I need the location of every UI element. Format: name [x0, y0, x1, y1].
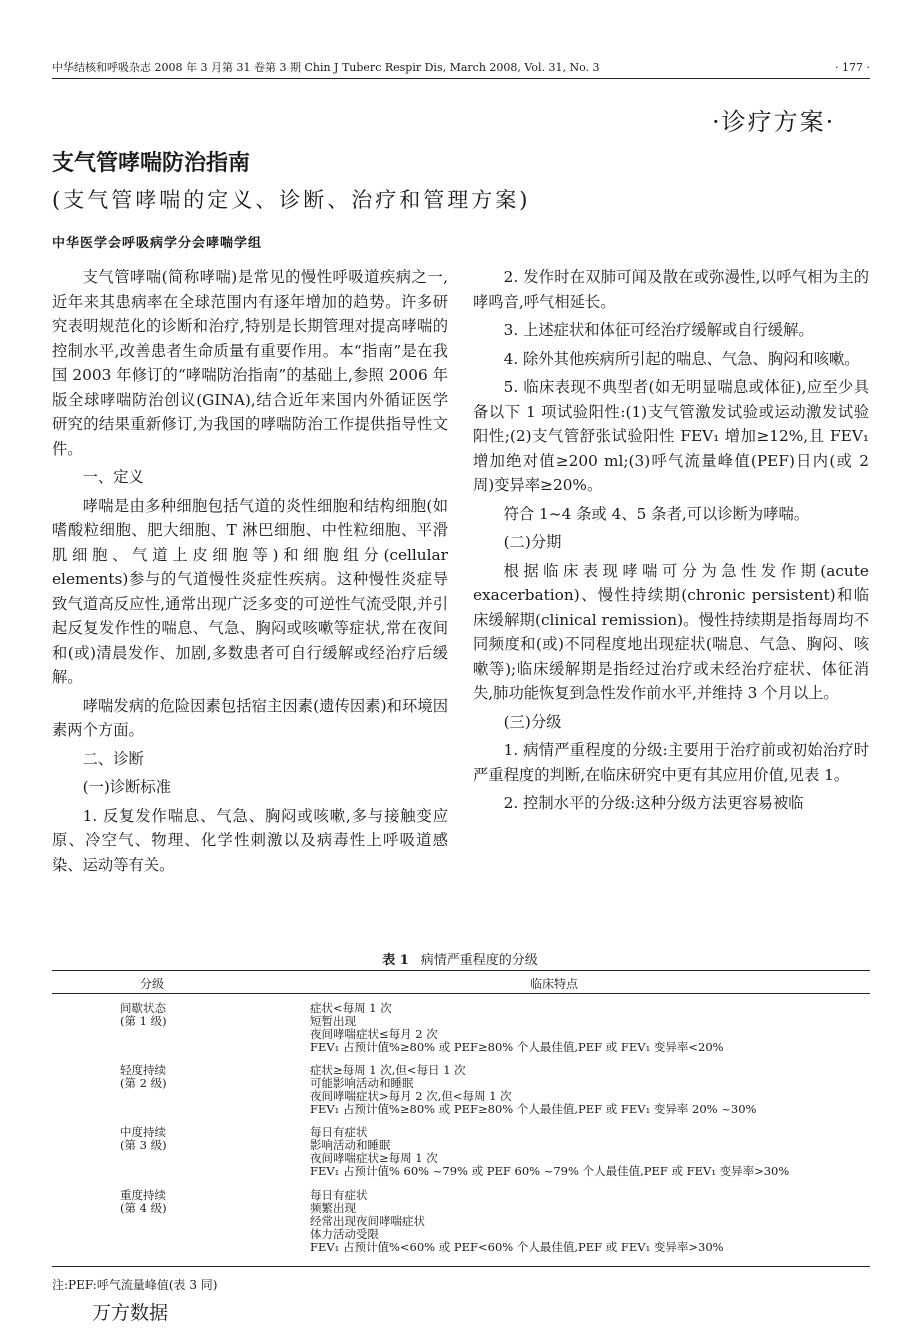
grade-name: 轻度持续 [120, 1063, 166, 1077]
feature-line: 体力活动受限 [310, 1227, 379, 1241]
left-column [52, 265, 448, 881]
paragraph: 3. 上述症状和体征可经治疗缓解或自行缓解。 [503, 321, 814, 339]
feature-line: 经常出现夜间哮喘症状 [310, 1214, 425, 1228]
article-authors: 中华医学会呼吸病学分会哮喘学组 [52, 236, 263, 251]
feature-line: 夜间哮喘症状>每月 2 次,但<每周 1 次 [310, 1089, 512, 1103]
feature-line: FEV₁ 占预计值%<60% 或 PEF<60% 个人最佳值,PEF 或 FEV₁ 变异率>30% [310, 1240, 724, 1254]
grade-name: 重度持续 [120, 1188, 166, 1202]
subsection-heading: (二)分期 [503, 533, 562, 551]
table-title: 病情严重程度的分级 [420, 953, 538, 968]
features-cell [310, 1189, 724, 1254]
feature-line: 夜间哮喘症状≤每月 2 次 [310, 1027, 438, 1041]
feature-line: FEV₁ 占预计值%≥80% 或 PEF≥80% 个人最佳值,PEF 或 FEV₁ 变异率 20% ~30% [310, 1102, 757, 1116]
feature-line: 每日有症状 [310, 1188, 368, 1202]
feature-line: 影响活动和睡眠 [310, 1138, 391, 1152]
feature-line: 频繁出现 [310, 1201, 356, 1215]
paragraph: 5. 临床表现不典型者(如无明显喘息或体征),应至少具备以下 1 项试验阳性:(1)支气管激发试验或运动激发试验阳性;(2)支气管舒张试验阳性 FEV₁ 增加≥12%,且 FEV₁ 增加绝对值≥200 ml;(3)呼气流量峰值(PEF)日内(或 2 周)变异率≥20%。 [473, 378, 869, 494]
features-cell [310, 1002, 724, 1054]
table-header-rule [52, 993, 870, 994]
paragraph: 1. 病情严重程度的分级:主要用于治疗前或初始治疗时严重程度的判断,在临床研究中更有其应用价值,见表 1。 [473, 741, 869, 784]
subsection-heading: (一)诊断标准 [82, 778, 172, 796]
section-label: ·诊疗方案· [712, 108, 836, 136]
table-bottom-rule [52, 1266, 870, 1267]
grade-level: (第 4 级) [120, 1201, 167, 1215]
paragraph: 符合 1~4 条或 4、5 条者,可以诊断为哮喘。 [503, 504, 810, 523]
grade-level: (第 3 级) [120, 1138, 167, 1152]
paragraph: 2. 发作时在双肺可闻及散在或弥漫性,以呼气相为主的哮鸣音,呼气相延长。 [473, 268, 869, 311]
feature-line: 症状≥每周 1 次,但<每日 1 次 [310, 1063, 466, 1077]
right-column [473, 265, 869, 820]
feature-line: FEV₁ 占预计值%≥80% 或 PEF≥80% 个人最佳值,PEF 或 FEV₁ 变异率<20% [310, 1040, 724, 1054]
feature-line: 症状<每周 1 次 [310, 1001, 392, 1015]
paragraph: 4. 除外其他疾病所引起的喘息、气急、胸闷和咳嗽。 [503, 349, 860, 368]
features-cell [310, 1126, 789, 1178]
paragraph: 根据临床表现哮喘可分为急性发作期(acute exacerbation)、慢性持续期(chronic persistent)和临床缓解期(clinical remission)。慢性持续期是指每周均不同频度和(或)不同程度地出现症状(喘息、气急、胸闷、咳嗽等);临床缓解期是指经过治疗或未经治疗症状、体征消失,肺功能恢复到急性发作前水平,并维持 3 个月以上。 [473, 561, 869, 702]
grade-cell [120, 1126, 167, 1152]
feature-line: 短暂出现 [310, 1014, 356, 1028]
table-header-grade: 分级 [140, 977, 165, 991]
grade-name: 中度持续 [120, 1125, 166, 1139]
feature-line: FEV₁ 占预计值% 60% ~79% 或 PEF 60% ~79% 个人最佳值,PEF 或 FEV₁ 变异率>30% [310, 1164, 790, 1178]
running-header-journal: 中华结核和呼吸杂志 2008 年 3 月第 31 卷第 3 期 Chin J Tuberc Respir Dis, March 2008, Vol. 31, No. 3 [52, 61, 600, 74]
feature-line: 每日有症状 [310, 1125, 368, 1139]
grade-level: (第 2 级) [120, 1076, 167, 1090]
feature-line: 可能影响活动和睡眠 [310, 1076, 414, 1090]
paragraph: 1. 反复发作喘息、气急、胸闷或咳嗽,多与接触变应原、冷空气、物理、化学性刺激以及病毒性上呼吸道感染、运动等有关。 [52, 806, 448, 874]
table-label: 表 1 [382, 953, 409, 968]
feature-line: 夜间哮喘症状≥每周 1 次 [310, 1151, 438, 1165]
article-title: 支气管哮喘防治指南 [52, 151, 251, 176]
grade-cell [120, 1064, 167, 1090]
watermark-text: 万方数据 [92, 1302, 169, 1324]
table-caption [0, 949, 920, 968]
grade-level: (第 1 级) [120, 1014, 167, 1028]
grade-cell [120, 1002, 167, 1028]
subsection-heading: (三)分级 [503, 712, 562, 731]
features-cell [310, 1064, 756, 1116]
article-subtitle: (支气管哮喘的定义、诊断、治疗和管理方案) [52, 188, 531, 212]
section-heading: 二、诊断 [82, 749, 144, 768]
table-note: 注:PEF:呼气流量峰值(表 3 同) [52, 1278, 218, 1292]
grade-cell [120, 1189, 167, 1215]
paragraph: 哮喘是由多种细胞包括气道的炎性细胞和结构细胞(如嗜酸粒细胞、肥大细胞、T 淋巴细胞、中性粒细胞、平滑肌细胞、气道上皮细胞等)和细胞组分(cellular elements)参与的气道慢性炎症性疾病。这种慢性炎症导致气道高反应性,通常出现广泛多变的可逆性气流受限,并引起反复发作性的喘息、气急、胸闷或咳嗽等症状,常在夜间和(或)清晨发作、加剧,多数患者可自行缓解或经治疗后缓解。 [52, 496, 448, 686]
page-number: · 177 · [835, 61, 870, 74]
table-header-features: 临床特点 [530, 977, 579, 991]
paragraph: 2. 控制水平的分级:这种分级方法更容易被临 [503, 794, 804, 812]
table-top-rule [52, 970, 870, 971]
section-heading: 一、定义 [82, 468, 144, 486]
grade-name: 间歇状态 [120, 1001, 166, 1015]
paragraph: 支气管哮喘(简称哮喘)是常见的慢性呼吸道疾病之一,近年来其患病率在全球范围内有逐年增加的趋势。许多研究表明规范化的诊断和治疗,特别是长期管理对提高哮喘的控制水平,改善患者生命质量有重要作用。本“指南”是在我国 2003 年修订的“哮喘防治指南”的基础上,参照 2006 年版全球哮喘防治创议(GINA),结合近年来国内外循证医学研究的结果重新修订,为我国的哮喘防治工作提供指导性文件。 [52, 268, 448, 458]
paragraph: 哮喘发病的危险因素包括宿主因素(遗传因素)和环境因素两个方面。 [52, 696, 448, 739]
header-rule [52, 78, 870, 79]
